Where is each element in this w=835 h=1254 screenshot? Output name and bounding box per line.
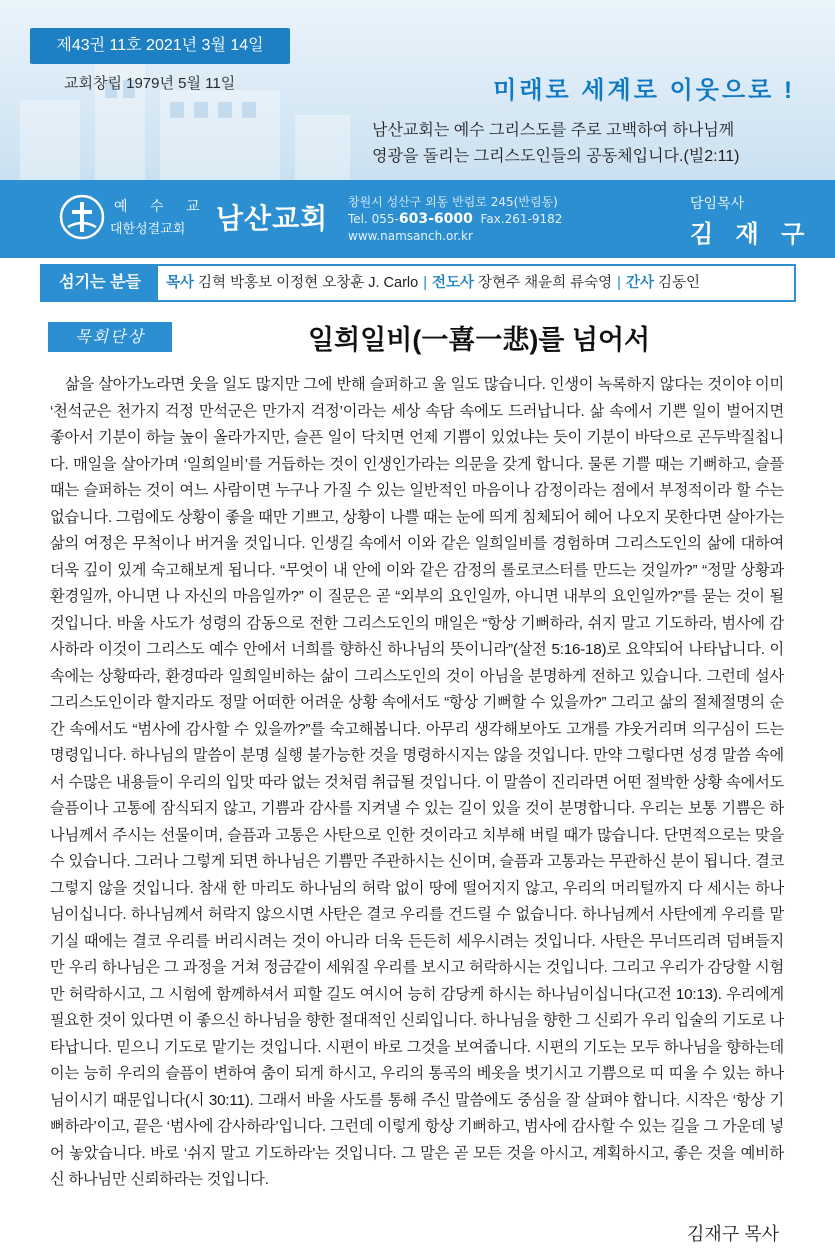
church-website[interactable]: www.namsanch.or.kr [348, 229, 473, 243]
slogan: 미래로 세계로 이웃으로 ! [493, 77, 795, 104]
senior-pastor-label: 담임목사 [690, 196, 745, 212]
pastor-names: 김혁 박홍보 이정현 오창훈 J. Carlo [198, 275, 419, 291]
senior-pastor-name: 김 재 구 [690, 220, 812, 248]
denomination-line-1: 예 수 교 [114, 199, 209, 215]
church-name: 남산교회 [216, 202, 329, 235]
article-body: 삶을 살아가노라면 웃을 일도 많지만 그에 반해 슬퍼하고 울 일도 많습니다. 인생이 녹록하지 않다는 것이야 이미 ‘천석군은 천가지 걱정 만석군은 만가지 걱정’이라는 세상 속담 속에도 드러납니다. 삶 속에서 기쁜 일이 벌어지면 좋아서 기분이 하늘 높이 올라가지만, 슬픈 일이 닥치면 언제 기쁨이 있었냐는 듯이 기분이 바닥으로 곤두박질칩니다. 매일을 살아가며 ‘일희일비’를 거듭하는 것이 인생인가라는 의문을 갖게 합니다. 물론 기쁠 때는 기뻐하고, 슬플 때는 슬퍼하는 것이 여느 사람이면 누구나 가질 수 있는 일반적인 마음이나 감정이라는 점에서 부정적이라 할 수는 없습니다. 그럼에도 상황이 좋을 때만 기쁘고, 상황이 나쁠 때는 눈에 띄게 침체되어 헤어 나오지 못한다면 살아가는 삶의 여정은 무척이나 버거울 것입니다. 인생길 속에서 이와 같은 일희일비를 경험하며 그리스도인의 삶에 대하여 더욱 깊이 있게 숙고해보게 됩니다. “무엇이 내 안에 이와 같은 감정의 롤로코스터를 만드는 것일까?” “정말 상황과 환경일까, 아니면 나 자신의 마음일까?” 이 질문은 곧 “외부의 요인일까, 아니면 내부의 요인일까?”를 묻는 것이 될 것입니다. 바울 사도가 성령의 감동으로 전한 그리스도인의 매일은 “항상 기뻐하라, 쉬지 말고 기도하라, 범사에 감사하라 이것이 그리스도 예수 안에서 너희를 향하신 하나님의 뜻이니라”(살전 5:16-18)로 요약되어 나타납니다. 이 속에는 상황따라, 환경따라 일희일비하는 삶이 그리스도인의 것이 아님을 분명하게 전하고 있습니다. 그런데 설사 그리스도인이라 할지라도 정말 어떠한 어려운 상황 속에서도 “항상 기뻐할 수 있을까?” 그리고 삶의 절체절명의 순간 속에서도 “범사에 감사할 수 있을까?”를 숙고해봅니다. 아무리 생각해보아도 고개를 갸웃거리며 의구심이 드는 명령입니다. 하나님의 말씀이 분명 실행 불가능한 것을 명령하시지는 않을 것입니다. 만약 그렇다면 성경 말씀 속에서 수많은 내용들이 우리의 입맛 따라 없는 것처럼 취급될 것입니다. 이 말씀이 진리라면 어떤 절박한 상황 속에서도 슬픔이나 고통에 잠식되지 않고, 기쁨과 감사를 지켜낼 수 있는 길이 있을 것이 분명합니다. 우리는 보통 기쁨은 하나님께서 주시는 선물이며, 슬픔과 고통은 사탄으로 인한 것이라고 치부해 버릴 때가 많습니다. 단면적으로는 맞을 수 있습니다. 그러나 그렇게 되면 하나님은 기쁨만 주관하시는 신이며, 슬픔과 고통과는 무관하신 분이 됩니다. 결코 그렇지 않을 것입니다. 참새 한 마리도 하나님의 허락 없이 땅에 떨어지지 않고, 우리의 머리털까지 다 세시는 하나님이십니다. 하나님께서 허락지 않으시면 사탄은 결코 우리를 건드릴 수 없습니다. 하나님께서 사탄에게 우리를 맡기실 때에는 결코 우리를 버리시려는 것이 아니라 더욱 든든히 세우시려는 것입니다. 사탄은 무너뜨리려 덤벼들지만 우리 하나님은 그 과정을 거쳐 정금같이 세워질 우리를 보시고 허락하시는 것입니다. 그리고 우리가 감당할 시험만 허락하시고, 그 시험에 함께하셔서 피할 길도 여시어 능히 감당케 하시는 하나님이십니다(고전 10:13). 우리에게 필요한 것이 있다면 이 좋으신 하나님을 향한 절대적인 신뢰입니다. 하나님을 향한 그 신뢰가 우리 입술의 기도로 나타납니다. 믿으니 기도로 맡기는 것입니다. 시편이 바로 그것을 보여줍니다. 시편의 기도는 모두 하나님을 향하는데 이는 능히 우리의 슬픔이 변하여 춤이 되게 하시고, 우리의 통곡의 베옷을 벗기시고 기쁨으로 띠 띠울 수 있는 하나님이시기 때문입니다(시 30:11). 그래서 바울 사도를 통해 주신 말씀에도 중심을 잘 살펴야 합니다. 시작은 ‘항상 기뻐하라’이고, 끝은 ‘범사에 감사하라’입니다. 그런데 이렇게 항상 기뻐하고, 범사에 감사할 수 있는 길을 그 가운데 넣어 놓았습니다. 바로 ‘쉬지 말고 기도하라’는 것입니다. 그 말은 곧 모든 것을 아시고, 계획하시고, 좋은 것을 예비하신 하나님만 신뢰하라는 것입니다. [50, 376, 785, 1188]
mission-statement [372, 118, 802, 170]
issue-info: 제43권 11호 2021년 3월 14일 [30, 28, 290, 64]
fax-number: Fax.261-9182 [480, 212, 563, 226]
church-logo-icon [58, 193, 106, 241]
role-pastors: 목사 [166, 275, 195, 291]
evangelist-names: 장현주 채윤희 류숙영 [478, 275, 613, 291]
mission-line-1: 남산교회는 예수 그리스도를 주로 고백하여 하나님께 [372, 122, 735, 139]
tel-main-number: 603-6000 [398, 211, 473, 227]
article-author: 김재구 목사 [687, 1224, 779, 1244]
founding-date: 교회창립 1979년 5월 11일 [64, 75, 236, 92]
article-title: 일희일비(一喜一悲)를 넘어서 [308, 325, 651, 355]
staff-list [40, 264, 796, 302]
denomination-line-2: 대한성결교회 [110, 222, 186, 237]
tel-prefix: Tel. 055- [348, 212, 399, 226]
mission-line-2: 영광을 돌리는 그리스도인들의 공동체입니다.(빌2:11) [372, 148, 740, 165]
role-elder: 간사 [625, 275, 654, 291]
staff-label: 섬기는 분들 [42, 266, 158, 300]
separator: | [617, 275, 621, 291]
role-evangelists: 전도사 [431, 275, 475, 291]
column-label: 목회단상 [48, 322, 172, 352]
church-contact [348, 211, 562, 227]
staff-names [166, 266, 700, 300]
bulletin-header [0, 0, 835, 258]
separator: | [423, 275, 427, 291]
church-address: 창원시 성산구 외동 반림로 245(반림동) [348, 195, 558, 209]
elder-name: 김동인 [658, 275, 701, 291]
